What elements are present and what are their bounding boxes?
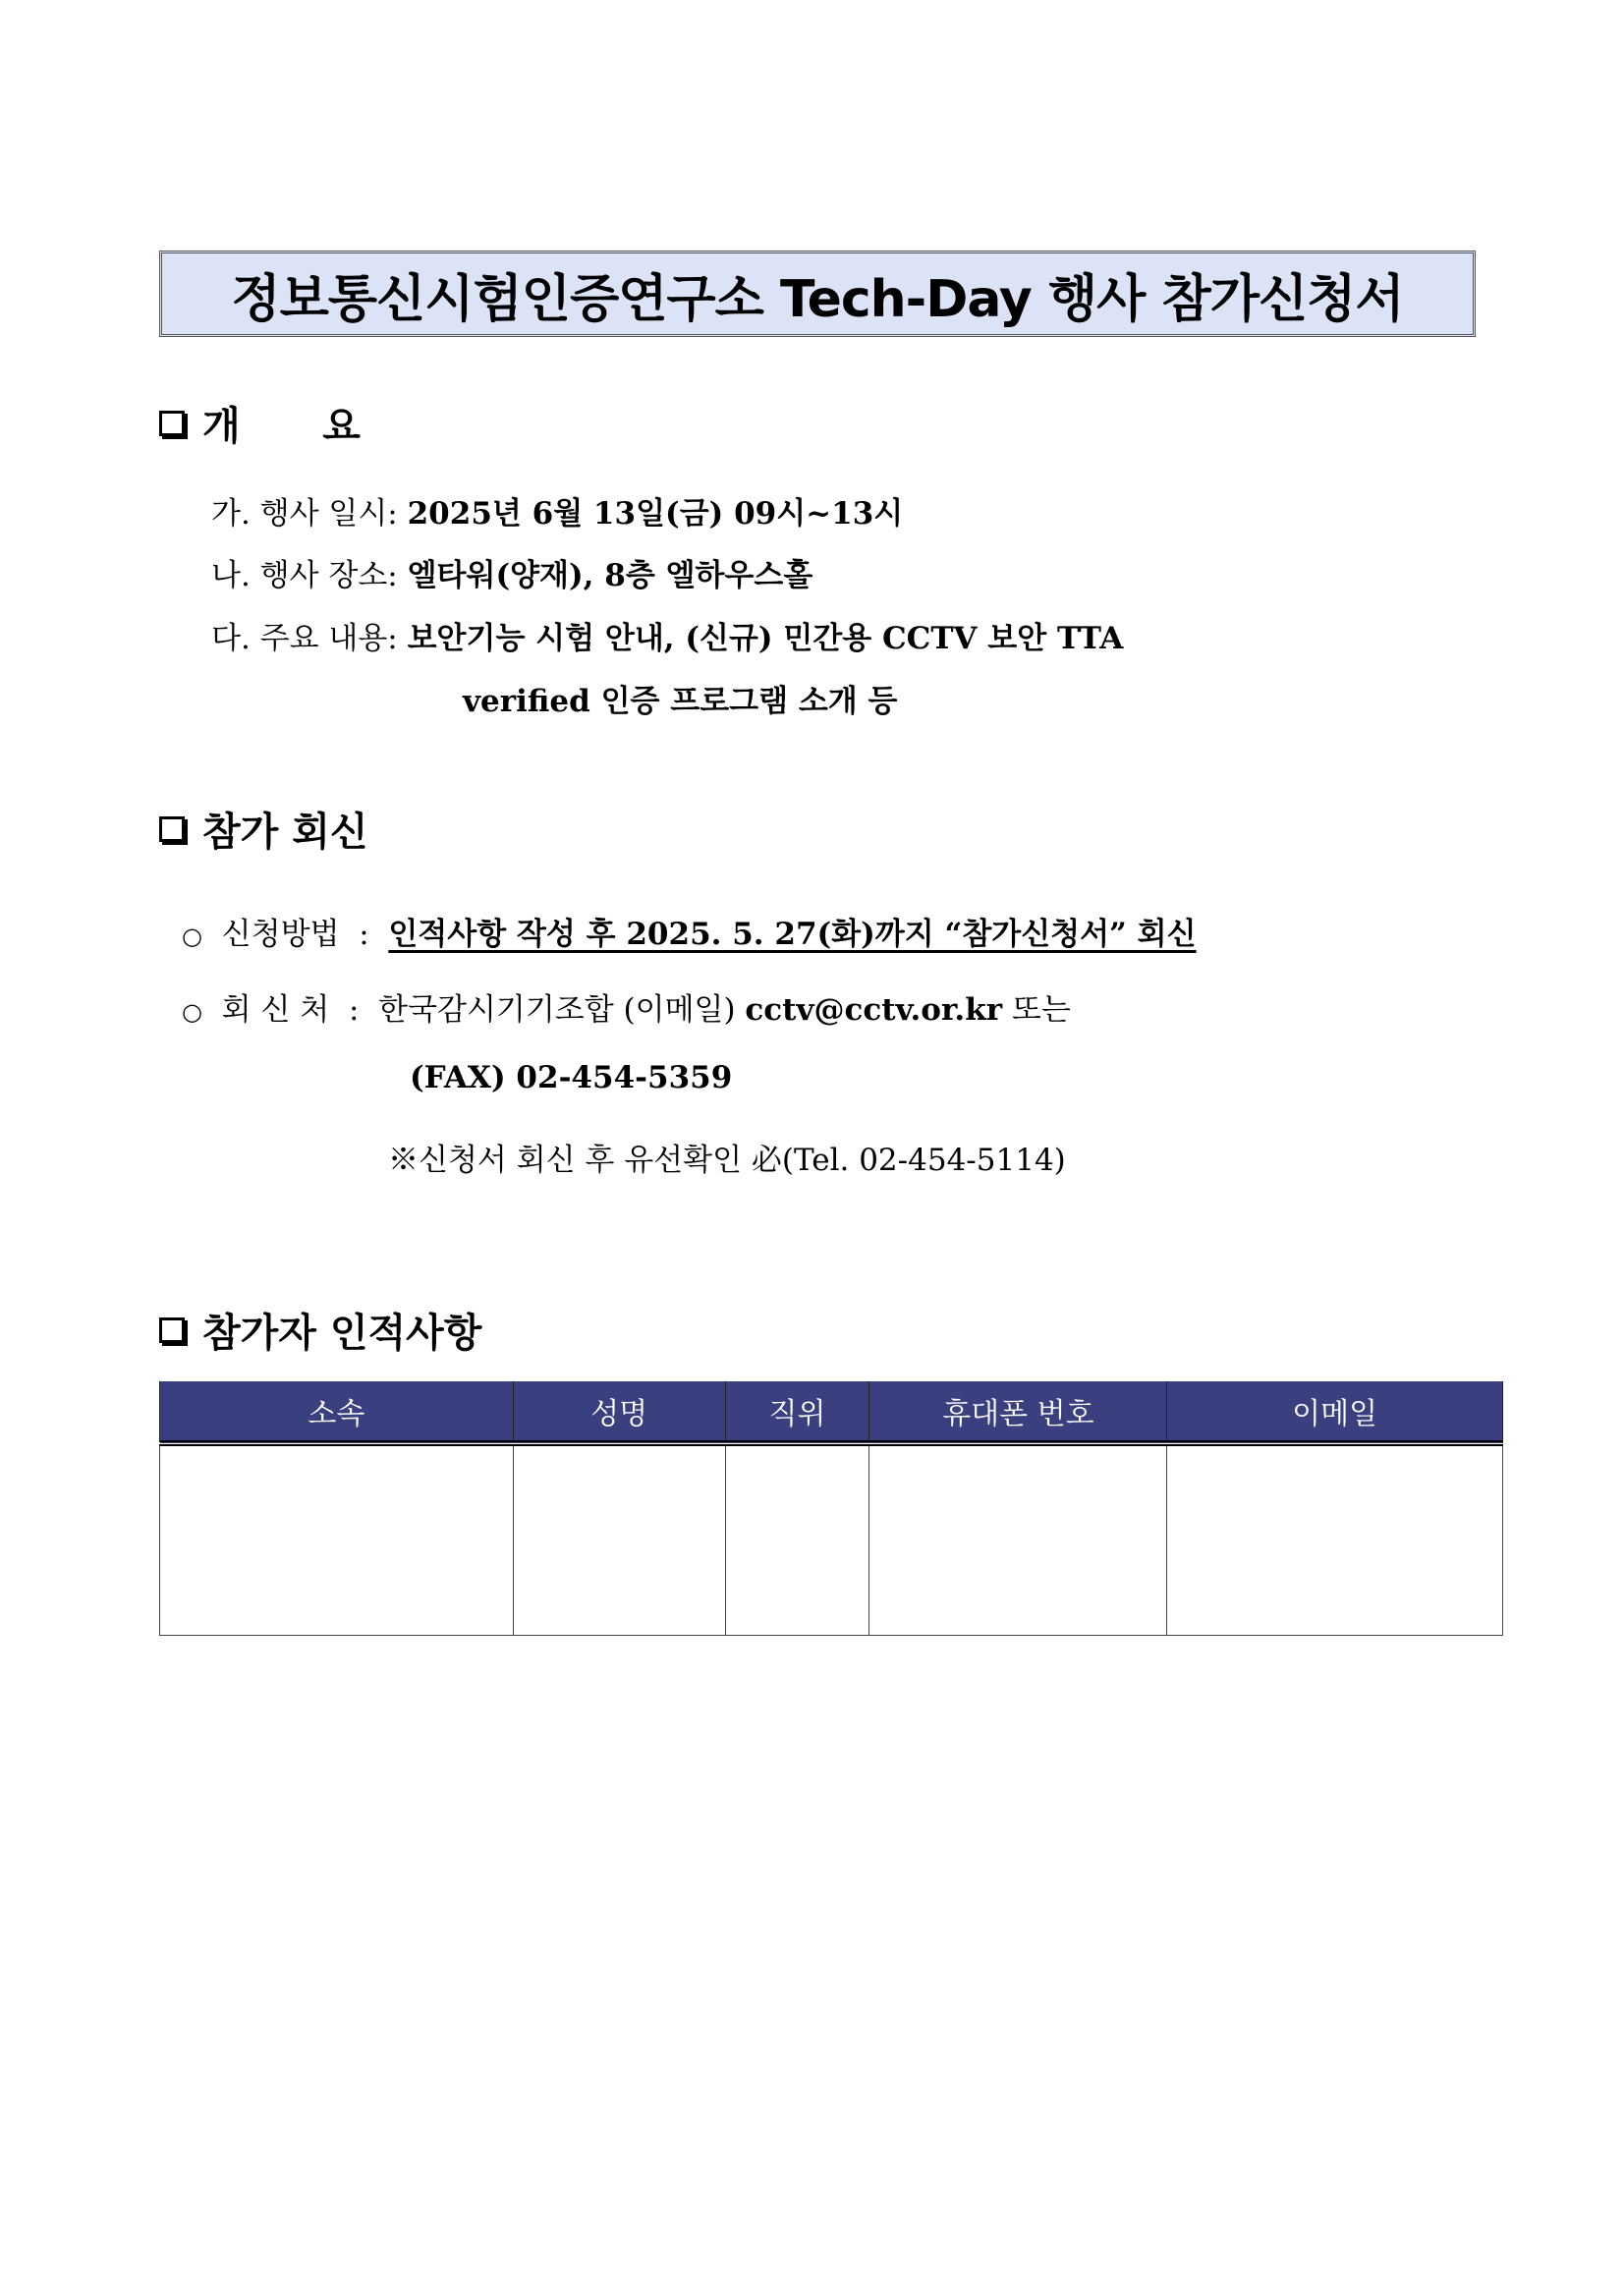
position-cell[interactable] — [725, 1443, 869, 1636]
overview-item-venue — [211, 550, 812, 594]
reply-contact-row — [182, 984, 1071, 1029]
overview-item-content — [211, 613, 1123, 657]
section-title: 참가 회신 — [202, 810, 368, 855]
section-title: 참가자 인적사항 — [202, 1311, 482, 1356]
method-label: 신청방법 — [221, 917, 340, 952]
colon: : — [359, 917, 369, 952]
contact-label: 회 신 처 — [221, 992, 330, 1028]
item-value: 엘타워(양재), 8층 엘하우스홀 — [407, 558, 813, 593]
page-title: 정보통신시험인증연구소 Tech-Day 행사 참가신청서 — [231, 269, 1404, 329]
email-cell[interactable] — [1167, 1443, 1503, 1636]
column-header-name: 성명 — [513, 1381, 725, 1443]
item-label: 나. 행사 장소: — [211, 558, 398, 593]
method-value: 인적사항 작성 후 2025. 5. 27(화)까지 “참가신청서” 회신 — [388, 917, 1197, 952]
participant-table — [159, 1381, 1503, 1636]
column-header-mobile: 휴대폰 번호 — [869, 1381, 1167, 1443]
section-participants-heading — [159, 1302, 481, 1358]
reply-method-row — [182, 909, 1197, 953]
section-reply-heading — [159, 801, 368, 857]
column-header-position: 직위 — [725, 1381, 869, 1443]
contact-org: 한국감시기기조합 (이메일) — [378, 992, 736, 1028]
fax-number: (FAX) 02-454-5359 — [410, 1060, 733, 1095]
name-cell[interactable] — [513, 1443, 725, 1636]
section-title: 개 요 — [202, 404, 361, 449]
bullet-icon: ○ — [182, 998, 202, 1026]
item-label: 가. 행사 일시: — [211, 496, 398, 532]
title-box — [159, 251, 1476, 337]
overview-item-content-continuation: verified 인증 프로그램 소개 등 — [463, 684, 898, 719]
bullet-icon: ○ — [182, 923, 202, 950]
item-label: 다. 주요 내용: — [211, 621, 398, 656]
item-value: 보안기능 시험 안내, (신규) 민간용 CCTV 보안 TTA — [407, 621, 1124, 656]
table-row — [160, 1443, 1503, 1636]
column-header-affiliation: 소속 — [160, 1381, 514, 1443]
contact-or: 또는 — [1011, 992, 1071, 1028]
checkbox-square-icon — [159, 1317, 185, 1343]
contact-email-link[interactable]: cctv@cctv.or.kr — [745, 992, 1003, 1028]
mobile-cell[interactable] — [869, 1443, 1167, 1636]
item-value: 2025년 6월 13일(금) 09시~13시 — [407, 496, 904, 532]
checkbox-square-icon — [159, 816, 185, 842]
affiliation-cell[interactable] — [160, 1443, 514, 1636]
colon: : — [348, 992, 360, 1028]
column-header-email: 이메일 — [1167, 1381, 1503, 1443]
section-overview-heading — [159, 395, 361, 451]
table-header-row — [160, 1381, 1503, 1443]
phone-confirm-note: ※신청서 회신 후 유선확인 必(Tel. 02-454-5114) — [388, 1143, 1066, 1178]
checkbox-square-icon — [159, 411, 185, 436]
overview-item-date — [211, 488, 903, 532]
